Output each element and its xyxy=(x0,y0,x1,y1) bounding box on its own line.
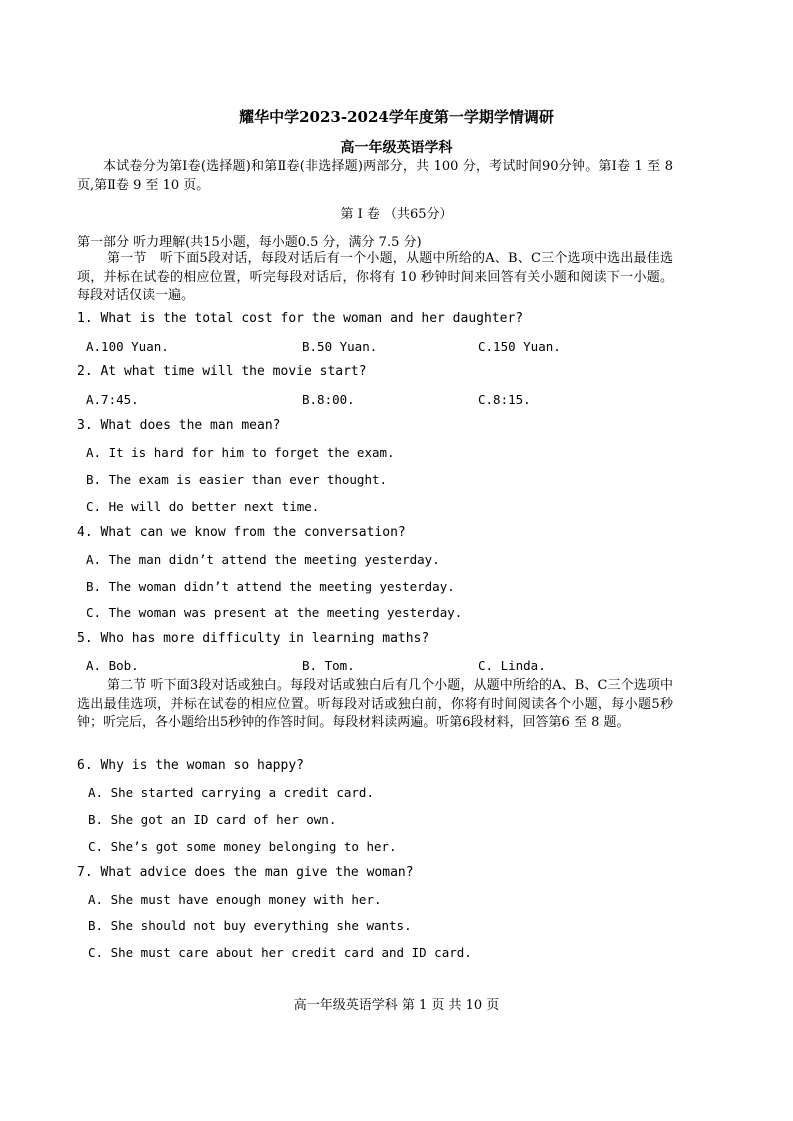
q2-option-c: C.8:15. xyxy=(478,392,531,407)
page-footer: 高一年级英语学科 第 1 页 共 10 页 xyxy=(293,998,500,1013)
q3-option-a: A. It is hard for him to forget the exam. xyxy=(86,445,395,460)
q1-option-a: A.100 Yuan. xyxy=(86,339,169,354)
q4-option-b: B. The woman didn’t attend the meeting yesterday. xyxy=(86,579,455,594)
question-5: 5. Who has more difficulty in learning maths? xyxy=(77,631,430,646)
q7-option-c: C. She must care about her credit card and ID card. xyxy=(88,945,472,960)
question-1: 1. What is the total cost for the woman and her daughter? xyxy=(77,311,524,326)
q1-option-b: B.50 Yuan. xyxy=(302,339,378,354)
q5-option-b: B. Tom. xyxy=(302,658,355,673)
exam-intro: 本试卷分为第Ⅰ卷(选择题)和第Ⅱ卷(非选择题)两部分，共 100 分，考试时间90分钟。第Ⅰ卷 1 至 8页,第Ⅱ卷 9 至 10 页。 xyxy=(77,159,673,193)
q4-option-c: C. The woman was present at the meeting yesterday. xyxy=(86,605,463,620)
q6-option-a: A. She started carrying a credit card. xyxy=(88,785,374,800)
q2-option-b: B.8:00. xyxy=(302,392,355,407)
q3-option-c: C. He will do better next time. xyxy=(86,499,320,514)
q4-option-a: A. The man didn’t attend the meeting yesterday. xyxy=(86,552,440,567)
q6-option-b: B. She got an ID card of her own. xyxy=(88,812,337,827)
volume-heading: 第 Ⅰ 卷 （共65分） xyxy=(340,207,453,222)
question-7: 7. What advice does the man give the woman? xyxy=(77,865,414,880)
q7-option-b: B. She should not buy everything she wants. xyxy=(88,918,412,933)
q5-option-a: A. Bob. xyxy=(86,658,139,673)
question-4: 4. What can we know from the conversation? xyxy=(77,525,406,540)
q5-option-c: C. Linda. xyxy=(478,658,546,673)
page-title: 耀华中学2023-2024学年度第一学期学情调研 xyxy=(239,108,554,126)
q6-option-c: C. She’s got some money belonging to her. xyxy=(88,839,397,854)
part1-heading: 第一部分 听力理解(共15小题，每小题0.5 分，满分 7.5 分) xyxy=(77,235,422,250)
question-2: 2. At what time will the movie start? xyxy=(77,364,367,379)
section1-intro: 第一节 听下面5段对话，每段对话后有一个小题，从题中所给的A、B、C三个选项中选出最佳选项，并标在试卷的相应位置，听完每段对话后，你将有 10 秒钟时间来回答有关小题和阅读下一小题。每段对话仅读一遍。 xyxy=(77,251,673,303)
q3-option-b: B. The exam is easier than ever thought. xyxy=(86,472,388,487)
question-3: 3. What does the man mean? xyxy=(77,418,281,433)
q1-option-c: C.150 Yuan. xyxy=(478,339,561,354)
section2-intro: 第二节 听下面3段对话或独白。每段对话或独白后有几个小题，从题中所给的A、B、C三个选项中选出最佳选项，并标在试卷的相应位置。听每段对话或独白前，你将有时间阅读各个小题，每小题5秒钟；听完后，各小题给出5秒钟的作答时间。每段材料读两遍。听第6段材料，回答第6 至 8 题。 xyxy=(77,678,673,730)
question-6: 6. Why is the woman so happy? xyxy=(77,758,304,773)
q2-option-a: A.7:45. xyxy=(86,392,139,407)
q7-option-a: A. She must have enough money with her. xyxy=(88,892,382,907)
page-subtitle: 高一年级英语学科 xyxy=(340,140,453,156)
